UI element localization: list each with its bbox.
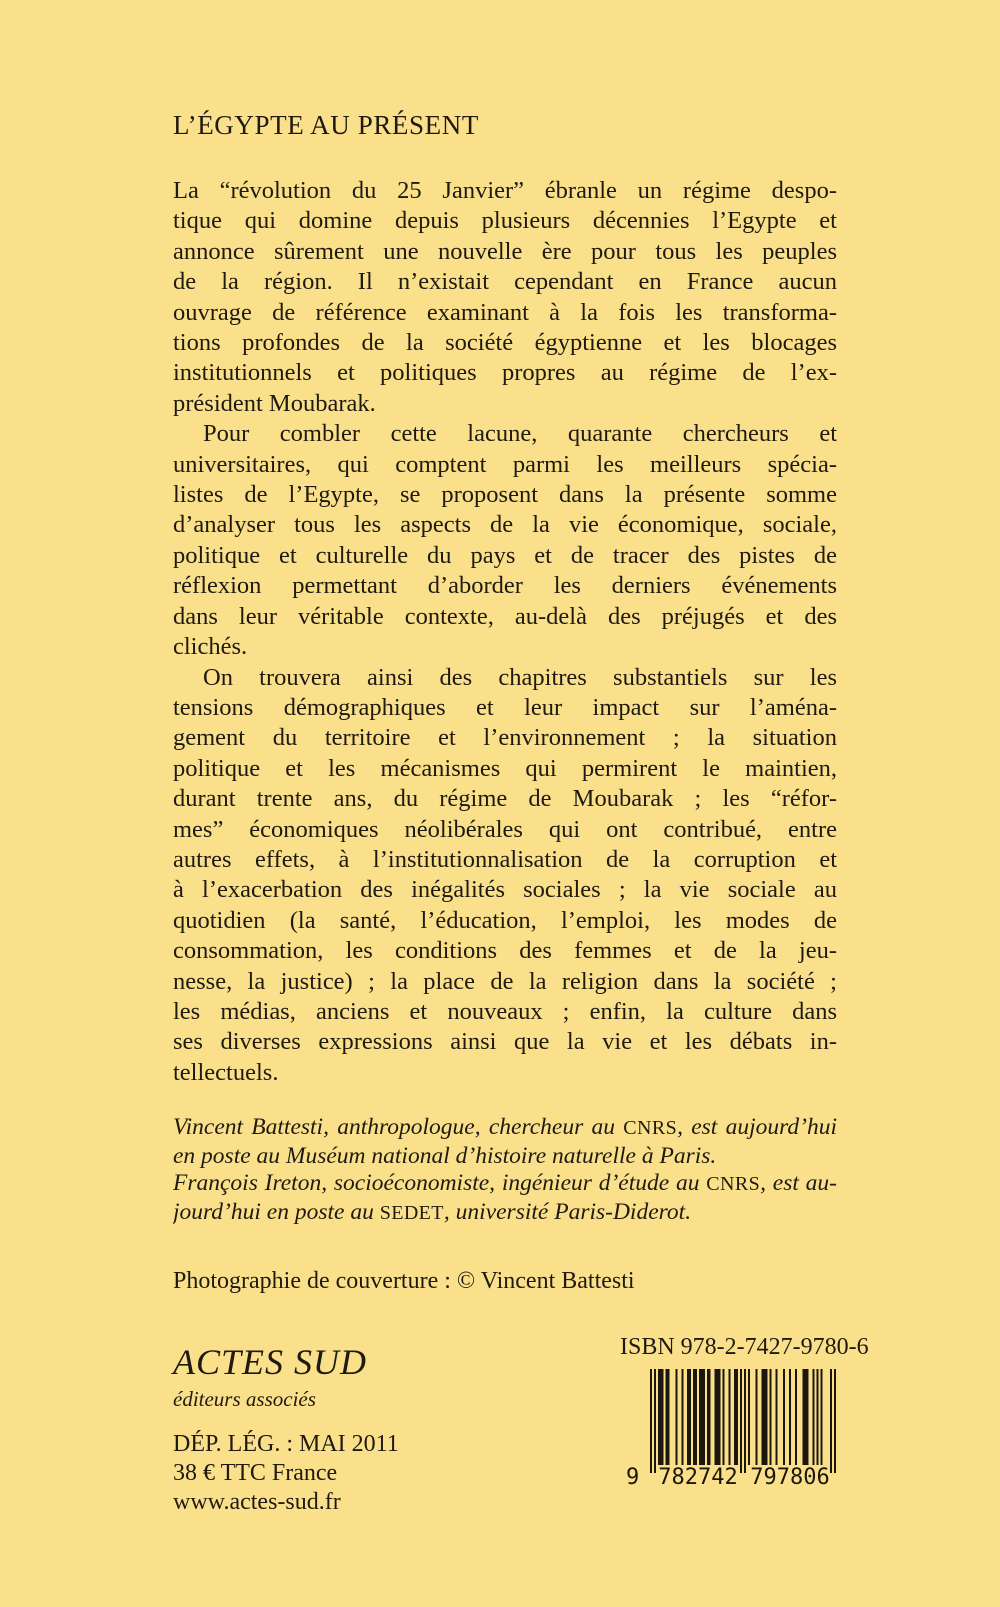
body-line: les médias, anciens et nouveaux ; enfin, la culture dans bbox=[173, 997, 837, 1025]
body-line: tellectuels. bbox=[173, 1058, 279, 1086]
publisher-website: www.actes-sud.fr bbox=[173, 1489, 341, 1515]
bio-line: jourd’hui en poste au SEDET, université Paris-Diderot. bbox=[173, 1198, 692, 1225]
body-line: politique et les mécanismes qui permirent le maintien, bbox=[173, 754, 837, 782]
barcode-digits: 782742 bbox=[658, 1465, 738, 1490]
body-line: durant trente ans, du régime de Moubarak ; les “réfor- bbox=[173, 785, 837, 813]
legal-deposit: DÉP. LÉG. : MAI 2011 bbox=[173, 1431, 399, 1457]
body-line: mes” économiques néolibérales qui ont contribué, entre bbox=[173, 815, 837, 843]
body-line: autres effets, à l’institutionnalisation de la corruption et bbox=[173, 845, 837, 873]
barcode-digits: 797806 bbox=[750, 1465, 830, 1490]
body-line: ses diverses expressions ainsi que la vie et les débats in- bbox=[173, 1028, 837, 1056]
body-line: gement du territoire et l’environnement ; la situation bbox=[173, 724, 837, 752]
authors-bio bbox=[173, 1114, 837, 1227]
publisher-name: ACTES SUD bbox=[173, 1342, 368, 1382]
barcode-digits: 9 bbox=[626, 1465, 640, 1490]
body-line: président Moubarak. bbox=[173, 389, 376, 417]
body-line: de la région. Il n’existait cependant en France aucun bbox=[173, 268, 837, 296]
body-text bbox=[173, 176, 837, 1088]
body-line: listes de l’Egypte, se proposent dans la présente somme bbox=[173, 481, 837, 509]
body-line: La “révolution du 25 Janvier” ébranle un régime despo- bbox=[173, 177, 837, 204]
body-line: annonce sûrement une nouvelle ère pour tous les peuples bbox=[173, 237, 837, 265]
body-line: clichés. bbox=[173, 633, 248, 661]
body-line: tensions démographiques et leur impact sur l’aména- bbox=[173, 693, 837, 721]
bio-line: en poste au Muséum national d’histoire naturelle à Paris. bbox=[173, 1142, 717, 1169]
publisher-colophon bbox=[173, 1344, 399, 1516]
body-line: nesse, la justice) ; la place de la religion dans la société ; bbox=[173, 967, 837, 995]
ean13-barcode bbox=[626, 1369, 836, 1491]
body-line: ouvrage de référence examinant à la fois les transforma- bbox=[173, 298, 837, 326]
body-line: On trouvera ainsi des chapitres substantiels sur les bbox=[203, 663, 837, 691]
body-line: Pour combler cette lacune, quarante chercheurs et bbox=[203, 420, 837, 448]
bio-line: Vincent Battesti, anthropologue, chercheur au CNRS, est aujourd’hui bbox=[173, 1114, 837, 1140]
book-title: L’ÉGYPTE AU PRÉSENT bbox=[173, 110, 479, 140]
body-line: à l’exacerbation des inégalités sociales ; la vie sociale au bbox=[173, 876, 837, 904]
body-line: universitaires, qui comptent parmi les meilleurs spécia- bbox=[173, 450, 837, 478]
body-line: quotidien (la santé, l’éducation, l’emploi, les modes de bbox=[173, 906, 837, 934]
body-line: tions profondes de la société égyptienne et les blocages bbox=[173, 329, 837, 357]
isbn-block bbox=[620, 1334, 869, 1491]
body-line: tique qui domine depuis plusieurs décennies l’Egypte et bbox=[173, 207, 837, 235]
publisher-tagline: éditeurs associés bbox=[173, 1387, 316, 1411]
body-line: institutionnels et politiques propres au régime de l’ex- bbox=[173, 359, 837, 387]
bio-line: François Ireton, socioéconomiste, ingénieur d’étude au CNRS, est au- bbox=[173, 1170, 837, 1196]
body-line: politique et culturelle du pays et de tracer des pistes de bbox=[173, 541, 837, 569]
body-line: d’analyser tous les aspects de la vie économique, sociale, bbox=[173, 511, 837, 539]
photo-credit: Photographie de couverture : © Vincent Battesti bbox=[173, 1268, 635, 1294]
isbn-number: ISBN 978-2-7427-9780-6 bbox=[620, 1334, 869, 1360]
body-line: dans leur véritable contexte, au-delà des préjugés et des bbox=[173, 602, 837, 630]
body-line: consommation, les conditions des femmes et de la jeu- bbox=[173, 937, 837, 965]
price: 38 € TTC France bbox=[173, 1460, 338, 1486]
body-line: réflexion permettant d’aborder les derniers événements bbox=[173, 572, 837, 600]
